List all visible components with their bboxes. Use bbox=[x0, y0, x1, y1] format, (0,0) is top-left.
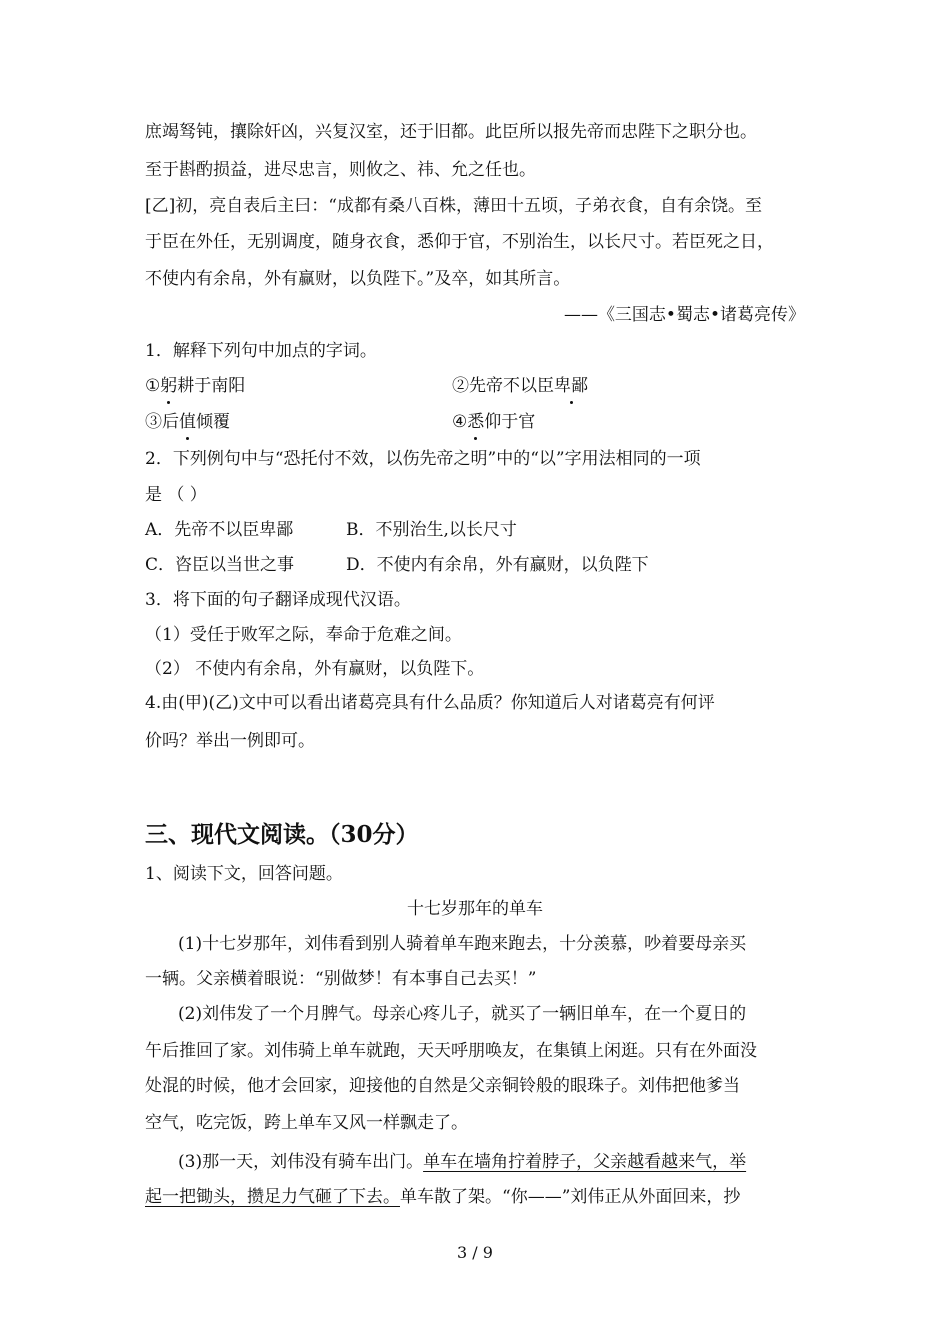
passage-jia-line-2: 至于斟酌损益，进尽忠言，则攸之、祎、允之任也。 bbox=[145, 160, 536, 180]
article-p3-line-1: (3)那一天，刘伟没有骑车出门。单车在墙角拧着脖子，父亲越看越来气，举 bbox=[178, 1152, 747, 1172]
q1-prompt: 1．解释下列句中加点的字词。 bbox=[145, 341, 377, 361]
section3-q1-prompt: 1、阅读下文，回答问题。 bbox=[145, 864, 343, 884]
q4-line-2: 价吗？举出一例即可。 bbox=[145, 731, 315, 751]
q2-option-a: A．先帝不以臣卑鄙 bbox=[145, 520, 294, 540]
q2-prompt-line-2: 是 （ ） bbox=[145, 485, 207, 505]
article-p1-line-2: 一辆。父亲横着眼说：“别做梦！有本事自己去买！” bbox=[145, 969, 537, 989]
q1-item-4: ④悉仰于官 bbox=[452, 412, 536, 432]
q2-option-d: D．不使内有余帛，外有赢财，以负陛下 bbox=[346, 555, 649, 575]
passage-source: ——《三国志•蜀志•诸葛亮传》 bbox=[563, 305, 805, 325]
section-title: 三、现代文阅读。（30分） bbox=[145, 821, 419, 848]
underlined-sentence: 单车在墙角拧着脖子，父亲越看越来气，举 bbox=[423, 1152, 747, 1172]
q2-option-b: B．不别治生,以长尺寸 bbox=[346, 520, 517, 540]
q1-item-3: ③后值倾覆 bbox=[145, 412, 230, 432]
q4-line-1: 4.由(甲)(乙)文中可以看出诸葛亮具有什么品质？你知道后人对诸葛亮有何评 bbox=[145, 693, 715, 713]
emphasis-dot-word: 卑鄙 bbox=[554, 376, 588, 396]
article-p3-line-2: 起一把锄头，攒足力气砸了下去。单车散了架。“你——”刘伟正从外面回来，抄 bbox=[145, 1187, 741, 1207]
emphasis-dot-word: 躬 bbox=[160, 376, 178, 396]
article-p1-line-1: (1)十七岁那年，刘伟看到别人骑着单车跑来跑去，十分羡慕，吵着要母亲买 bbox=[178, 934, 747, 954]
passage-jia-line-1: 庶竭驽钝，攘除奸凶，兴复汉室，还于旧都。此臣所以报先帝而忠陛下之职分也。 bbox=[145, 122, 757, 142]
q3-item-2: （2） 不使内有余帛，外有赢财，以负陛下。 bbox=[145, 659, 485, 679]
q2-prompt-line-1: 2．下列例句中与“恐托付不效，以伤先帝之明”中的“以”字用法相同的一项 bbox=[145, 449, 701, 469]
page-number: 3 / 9 bbox=[457, 1243, 493, 1262]
article-p2-line-3: 处混的时候，他才会回家，迎接他的自然是父亲铜铃般的眼珠子。刘伟把他爹当 bbox=[145, 1076, 740, 1096]
emphasis-dot-word: 值 bbox=[179, 412, 196, 432]
q2-option-c: C．咨臣以当世之事 bbox=[145, 555, 295, 575]
article-p2-line-4: 空气，吃完饭，跨上单车又风一样飘走了。 bbox=[145, 1113, 468, 1133]
q3-item-1: （1）受任于败军之际，奉命于危难之间。 bbox=[145, 625, 462, 645]
article-title: 十七岁那年的单车 bbox=[407, 899, 543, 919]
underlined-sentence: 起一把锄头，攒足力气砸了下去。 bbox=[145, 1187, 400, 1207]
passage-yi-line-1: [乙]初，亮自表后主曰：“成都有桑八百株，薄田十五顷，子弟衣食，自有余饶。至 bbox=[145, 196, 762, 216]
article-p2-line-1: (2)刘伟发了一个月脾气。母亲心疼儿子，就买了一辆旧单车，在一个夏日的 bbox=[178, 1004, 747, 1024]
passage-yi-line-3: 不使内有余帛，外有赢财，以负陛下。”及卒，如其所言。 bbox=[145, 269, 571, 289]
emphasis-dot-word: 悉 bbox=[467, 412, 485, 432]
q1-item-2: ②先帝不以臣卑鄙 bbox=[452, 376, 588, 396]
q3-prompt: 3．将下面的句子翻译成现代汉语。 bbox=[145, 590, 411, 610]
q1-item-1: ①躬耕于南阳 bbox=[145, 376, 246, 396]
passage-yi-line-2: 于臣在外任，无别调度，随身衣食，悉仰于官，不别治生，以长尺寸。若臣死之日， bbox=[145, 232, 774, 252]
article-p2-line-2: 午后推回了家。刘伟骑上单车就跑，天天呼朋唤友，在集镇上闲逛。只有在外面没 bbox=[145, 1041, 757, 1061]
